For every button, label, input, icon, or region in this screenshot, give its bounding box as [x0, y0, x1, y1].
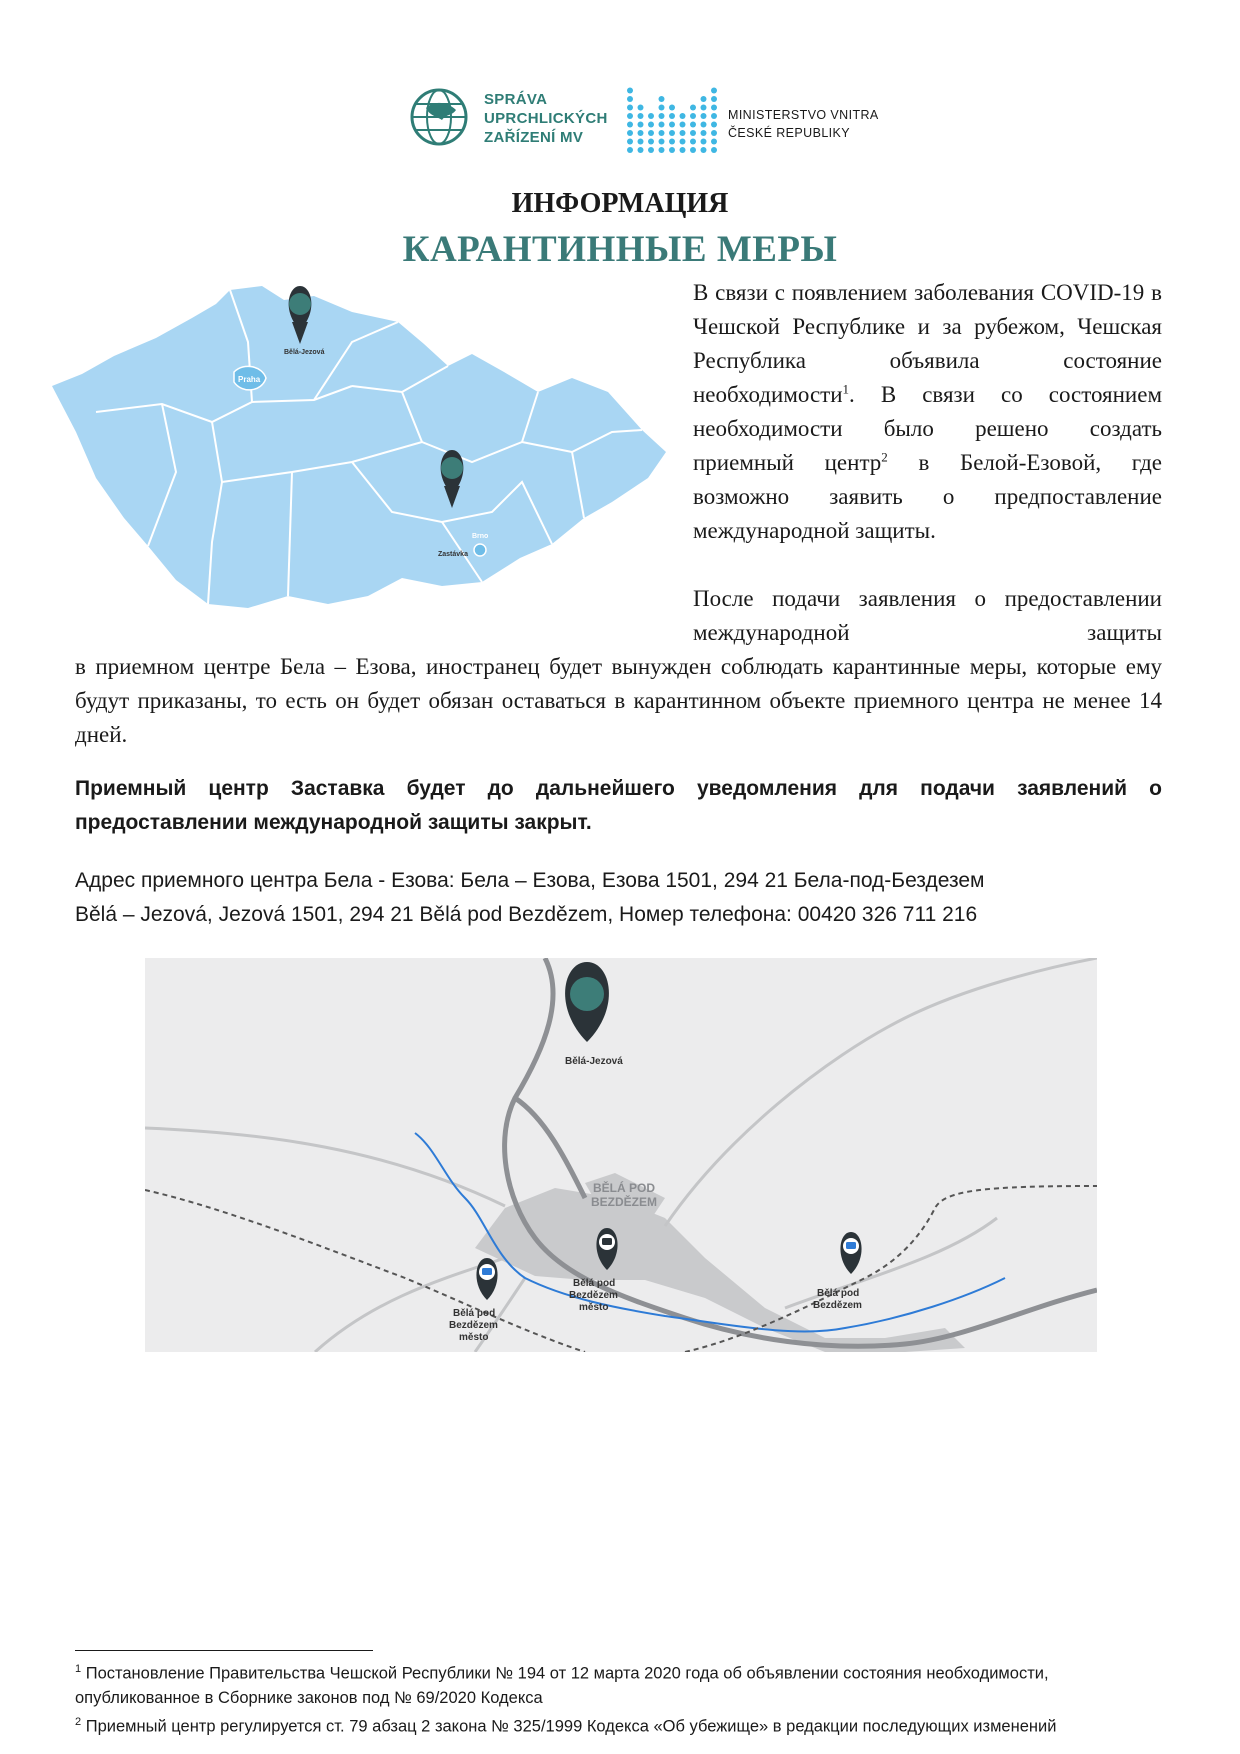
praha-label: Praha	[238, 375, 261, 384]
czech-republic-map	[52, 282, 682, 612]
mv-logo	[624, 80, 894, 154]
bela-jezova-pin-label: Bělá-Jezová	[565, 1056, 623, 1067]
suz-logo-text: SPRÁVA UPRCHLICKÝCH ZAŘÍZENÍ MV	[484, 91, 608, 146]
zastavka-label: Zastávka	[438, 551, 468, 558]
train-east-label: Bělá pod	[817, 1288, 860, 1299]
address-line-cz: Bělá – Jezová, Jezová 1501, 294 21 Bělá pod Bezdězem, Номер телефона: 00420 326 711 216	[75, 903, 978, 926]
bela-jezova-label: Bělá-Jezová	[284, 349, 325, 356]
quarantine-paragraph: в приемном центре Бела – Езова, иностранец будет вынужден соблюдать карантинные меры, которые ему будут приказаны, то есть он будет обязан оставаться в карантинном объекте приемного центра не менее 14 дней.	[75, 654, 1162, 747]
footnote-2: $^2$ Приемный центр регулируется ст. 79 абзац 2 закона № 325/1999 Кодекса «Об убежище» в редакции последующих изменений	[75, 1715, 1057, 1735]
suz-logo	[408, 82, 623, 152]
footnote-divider	[75, 1650, 373, 1651]
town-label: BĚLÁ POD	[593, 1181, 656, 1195]
svg-text:Bezdězem: Bezdězem	[569, 1290, 618, 1301]
closure-notice: Приемный центр Заставка будет до дальнейшего уведомления для подачи заявлений о предоставлении международной защиты закрыт.	[75, 777, 1162, 834]
mv-dot-grid-icon	[624, 80, 720, 154]
footnote-1: $^1$ Постановление Правительства Чешской Республики № 194 от 12 марта 2020 года об объявлении состояния необходимости, опубликованное в Сборнике законов под № 69/2020 Кодекса	[75, 1663, 1049, 1707]
mv-logo-text: MINISTERSTVO VNITRA ČESKÉ REPUBLIKY	[728, 108, 879, 140]
page-title: ИНФОРМАЦИЯ	[511, 188, 729, 219]
footnote-ref-1[interactable]: 1	[842, 381, 850, 397]
application-paragraph-start: После подачи заявления о предоставлении международной защиты	[693, 586, 1162, 645]
address-line-ru: Адрес приемного центра Бела - Езова: Бела – Езова, Езова 1501, 294 21 Бела-под-Бездезем	[75, 869, 985, 892]
svg-text:město: město	[579, 1302, 609, 1313]
page-subtitle: КАРАНТИННЫЕ МЕРЫ	[402, 229, 838, 270]
local-area-map	[145, 958, 1097, 1352]
svg-text:BEZDĚZEM: BEZDĚZEM	[591, 1195, 657, 1209]
footnotes	[75, 1657, 1175, 1738]
footnote-ref-2[interactable]: 2	[881, 449, 888, 465]
svg-text:město: město	[459, 1332, 489, 1343]
bus-stop-label: Bělá pod	[573, 1278, 616, 1289]
svg-text:Bezdězem: Bezdězem	[813, 1300, 862, 1311]
address-block	[75, 864, 1175, 932]
country-shape	[52, 286, 666, 608]
globe-icon	[408, 86, 474, 148]
brno-dot	[474, 544, 486, 556]
brno-label: Brno	[472, 533, 489, 540]
intro-paragraph: В связи с появлением заболевания COVID-19 в Чешской Республике и за рубежом, Чешская Республика объявила состояние необходимости$^1$. В связи со состоянием необходимости было решено создать приемный центр$^2$ в Белой-Езовой, где возможно заявить о предпоставление международной защиты.	[693, 280, 1163, 543]
train-west-label: Bělá pod	[453, 1308, 496, 1319]
svg-text:Bezdězem: Bezdězem	[449, 1320, 498, 1331]
